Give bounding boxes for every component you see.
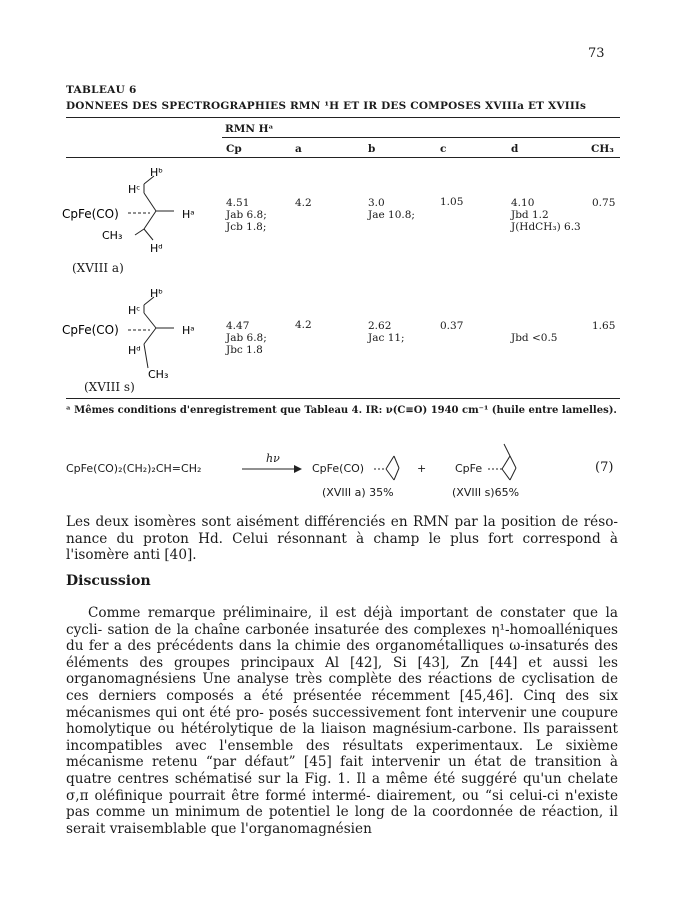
page-number: 73 xyxy=(588,46,605,61)
group-header: RMN Hᵃ xyxy=(225,123,274,135)
structure-xviii-s xyxy=(60,282,230,387)
label-hc: Hᶜ xyxy=(128,183,141,196)
row-s-a: 4.2 xyxy=(295,319,312,331)
label-ch3: CH₃ xyxy=(102,229,123,242)
structure-xviii-a xyxy=(60,160,230,275)
row-s-b: 2.62 Jac 11; xyxy=(368,320,405,344)
equation-plus: + xyxy=(417,462,427,475)
label-ha: Hᵃ xyxy=(182,208,195,221)
equation-product2: CpFe xyxy=(455,462,483,475)
paragraph-isomers: Les deux isomères sont aisément différenciés en RMN par la position de réso- nance du proton Hd. Celui résonnant à champ le plus fort correspond à l'isomère anti [40]. xyxy=(66,514,618,564)
col-header-a: a xyxy=(295,143,302,155)
table-label: TABLEAU 6 xyxy=(66,84,137,96)
equation-reactant: CpFe(CO)₂(CH₂)₂CH=CH₂ xyxy=(66,462,202,475)
row-a-d: 4.10 Jbd 1.2 J(HdCH₃) 6.3 xyxy=(511,197,581,233)
col-header-c: c xyxy=(440,143,447,155)
row-a-ch3: 0.75 xyxy=(592,197,616,209)
label-hb: Hᵇ xyxy=(150,166,163,179)
label-ha: Hᵃ xyxy=(182,324,195,337)
row-a-a: 4.2 xyxy=(295,197,312,209)
row-a-cp: 4.51 Jab 6.8; Jcb 1.8; xyxy=(226,197,267,233)
label-metal: CpFe(CO) xyxy=(62,323,119,337)
cyclopropyl-fragment-2 xyxy=(486,440,522,484)
row-s-c: 0.37 xyxy=(440,320,464,332)
col-header-b: b xyxy=(368,143,376,155)
label-hb: Hᵇ xyxy=(150,287,163,300)
row-s-ch3: 1.65 xyxy=(592,320,616,332)
label-hc: Hᶜ xyxy=(128,304,141,317)
row-s-d: Jbd <0.5 xyxy=(511,332,558,344)
equation-product1: CpFe(CO) xyxy=(312,462,365,475)
section-heading-discussion: Discussion xyxy=(66,573,151,589)
row-a-c: 1.05 xyxy=(440,196,464,208)
row-a-b: 3.0 Jae 10.8; xyxy=(368,197,415,221)
group-header-rule xyxy=(222,137,620,138)
label-metal: CpFe(CO) xyxy=(62,207,119,221)
compound-label-s: (XVIII s) xyxy=(84,380,135,394)
label-hd: Hᵈ xyxy=(128,344,141,357)
cyclopropyl-fragment-1 xyxy=(372,448,402,484)
equation-condition: hν xyxy=(266,452,280,465)
table-bottom-rule xyxy=(66,398,620,399)
label-hd: Hᵈ xyxy=(150,242,163,255)
header-bottom-rule xyxy=(66,157,620,158)
equation-number: (7) xyxy=(595,460,614,475)
equation-product2-label: (XVIII s)65% xyxy=(452,486,520,499)
equation-product1-label: (XVIII a) 35% xyxy=(322,486,394,499)
label-ch3: CH₃ xyxy=(148,368,169,381)
table-caption: DONNEES DES SPECTROGRAPHIES RMN ¹H ET IR DES COMPOSES XVIIIa ET XVIIIs xyxy=(66,100,587,112)
compound-label-a: (XVIII a) xyxy=(72,261,124,275)
table-footnote: ᵃ Mêmes conditions d'enregistrement que Tableau 4. IR: ν(C≡O) 1940 cm⁻¹ (huile entre lamelles). xyxy=(66,405,617,416)
paragraph-discussion: Comme remarque préliminaire, il est déjà important de constater que la cycli- sation de la chaîne carbonée insaturée des complexes η¹-homoalléniques du fer a des précédents dans la chimie des organométalliques ω-insaturés des éléments des groupes principaux Al [42], Si [43], Zn [44] et aussi les organomagnésiens Une analyse très complète des réactions de cyclisation de ces derniers composés a été présentée récemment [45,46]. Cinq des six mécanismes qui ont été pro- posés successivement font intervenir une coupure homolytique ou hétérolytique de la liaison magnésium-carbone. Ils paraissent incompatibles avec l'ensemble des résultats experimentaux. Le sixième mécanisme retenu “par défaut” [45] fait intervenir un état de transition à quatre centres schématisé sur la Fig. 1. Il a même été suggéré qu'un chelate σ,π oléfinique pourrait être formé intermé- diairement, ou “si celui-ci n'existe pas comme un minimum de potentiel le long de la coordonnée de réaction, il serait vraisemblable que l'organomagnésien xyxy=(66,605,618,837)
col-header-ch3: CH₃ xyxy=(591,143,614,155)
table-top-rule xyxy=(66,117,620,118)
col-header-cp: Cp xyxy=(226,143,242,155)
row-s-cp: 4.47 Jab 6.8; Jbc 1.8 xyxy=(226,320,267,356)
col-header-d: d xyxy=(511,143,519,155)
reaction-arrow xyxy=(240,462,304,476)
